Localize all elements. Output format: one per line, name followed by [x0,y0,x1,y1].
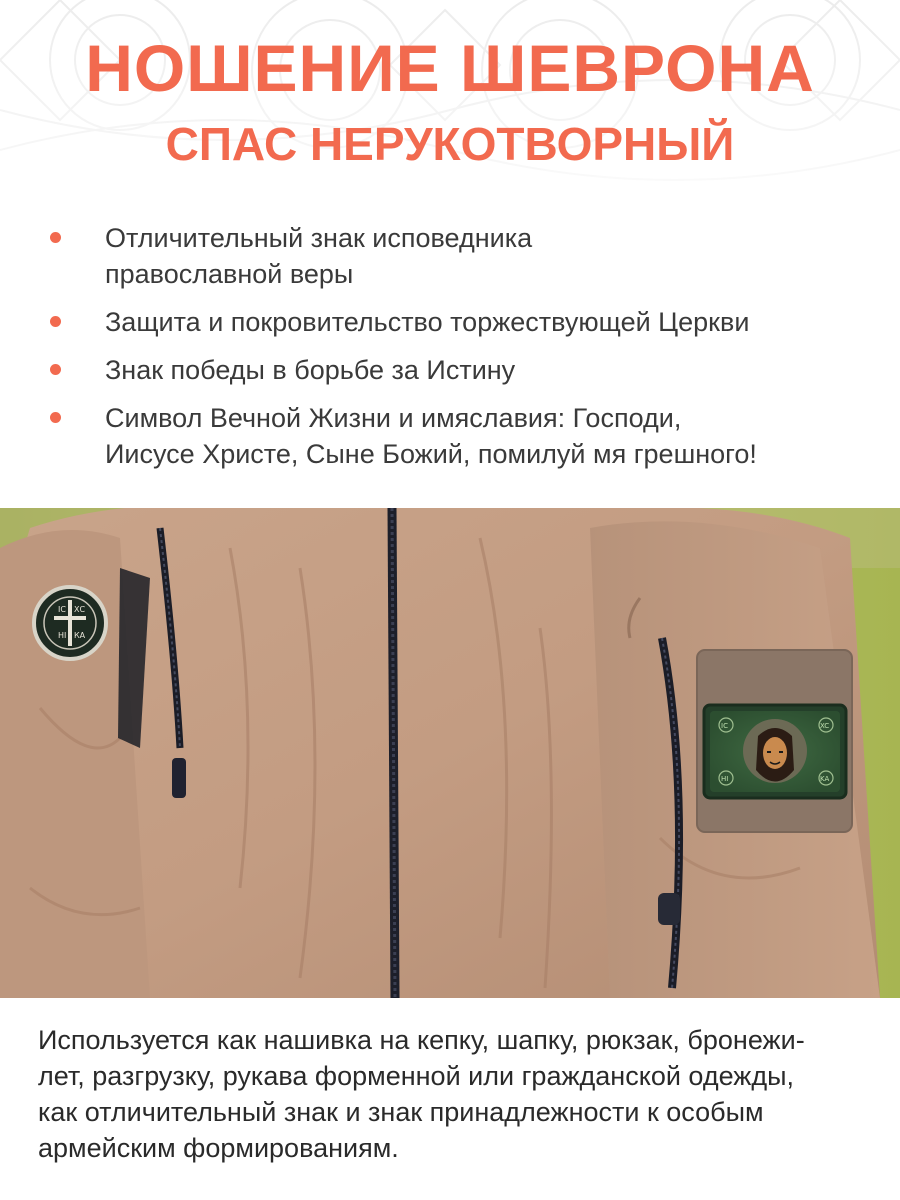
usage-line: как отличительный знак и знак принадлежности к особым [38,1097,764,1127]
list-item [0,220,900,292]
header [0,0,900,215]
list-item-text: Защита и покровительство торжествующей Церкви [105,307,750,337]
patch-letter-hi: HI [721,775,729,783]
patch-letter-4: КА [74,631,86,640]
bullet-dot-icon [50,412,61,423]
fleece-jacket-illustration [0,508,900,998]
patch-letter-ic: IC [721,722,728,730]
page-subtitle: СПАС НЕРУКОТВОРНЫЙ [165,118,735,170]
list-item [0,352,900,388]
patch-letter-1: ІС [58,605,66,614]
bullet-dot-icon [50,316,61,327]
usage-line: лет, разгрузку, рукава форменной или гражданской одежды, [38,1061,795,1091]
usage-description [38,1022,868,1166]
list-item-text: Отличительный знак исповедника православной веры [105,223,533,289]
round-patch [34,587,106,659]
product-photo [0,508,900,998]
list-item-text: Символ Вечной Жизни и имяславия: Господи, Иисусе Христе, Сыне Божий, помилуй мя грешного! [105,403,757,469]
usage-line: Используется как нашивка на кепку, шапку, рюкзак, бронежи- [38,1025,805,1055]
list-item-text: Знак победы в борьбе за Истину [105,355,516,385]
patch-letter-2: ХС [74,605,86,614]
patch-letter-xc: XC [820,722,830,730]
usage-line: армейским формированиям. [38,1133,399,1163]
bullet-dot-icon [50,232,61,243]
page-title: НОШЕНИЕ ШЕВРОНА [85,31,815,105]
rect-patch [704,705,846,798]
patch-letter-ka: KA [820,775,830,783]
patch-letter-3: НІ [58,631,67,640]
list-item [0,400,900,472]
bullet-dot-icon [50,364,61,375]
list-item [0,304,900,340]
